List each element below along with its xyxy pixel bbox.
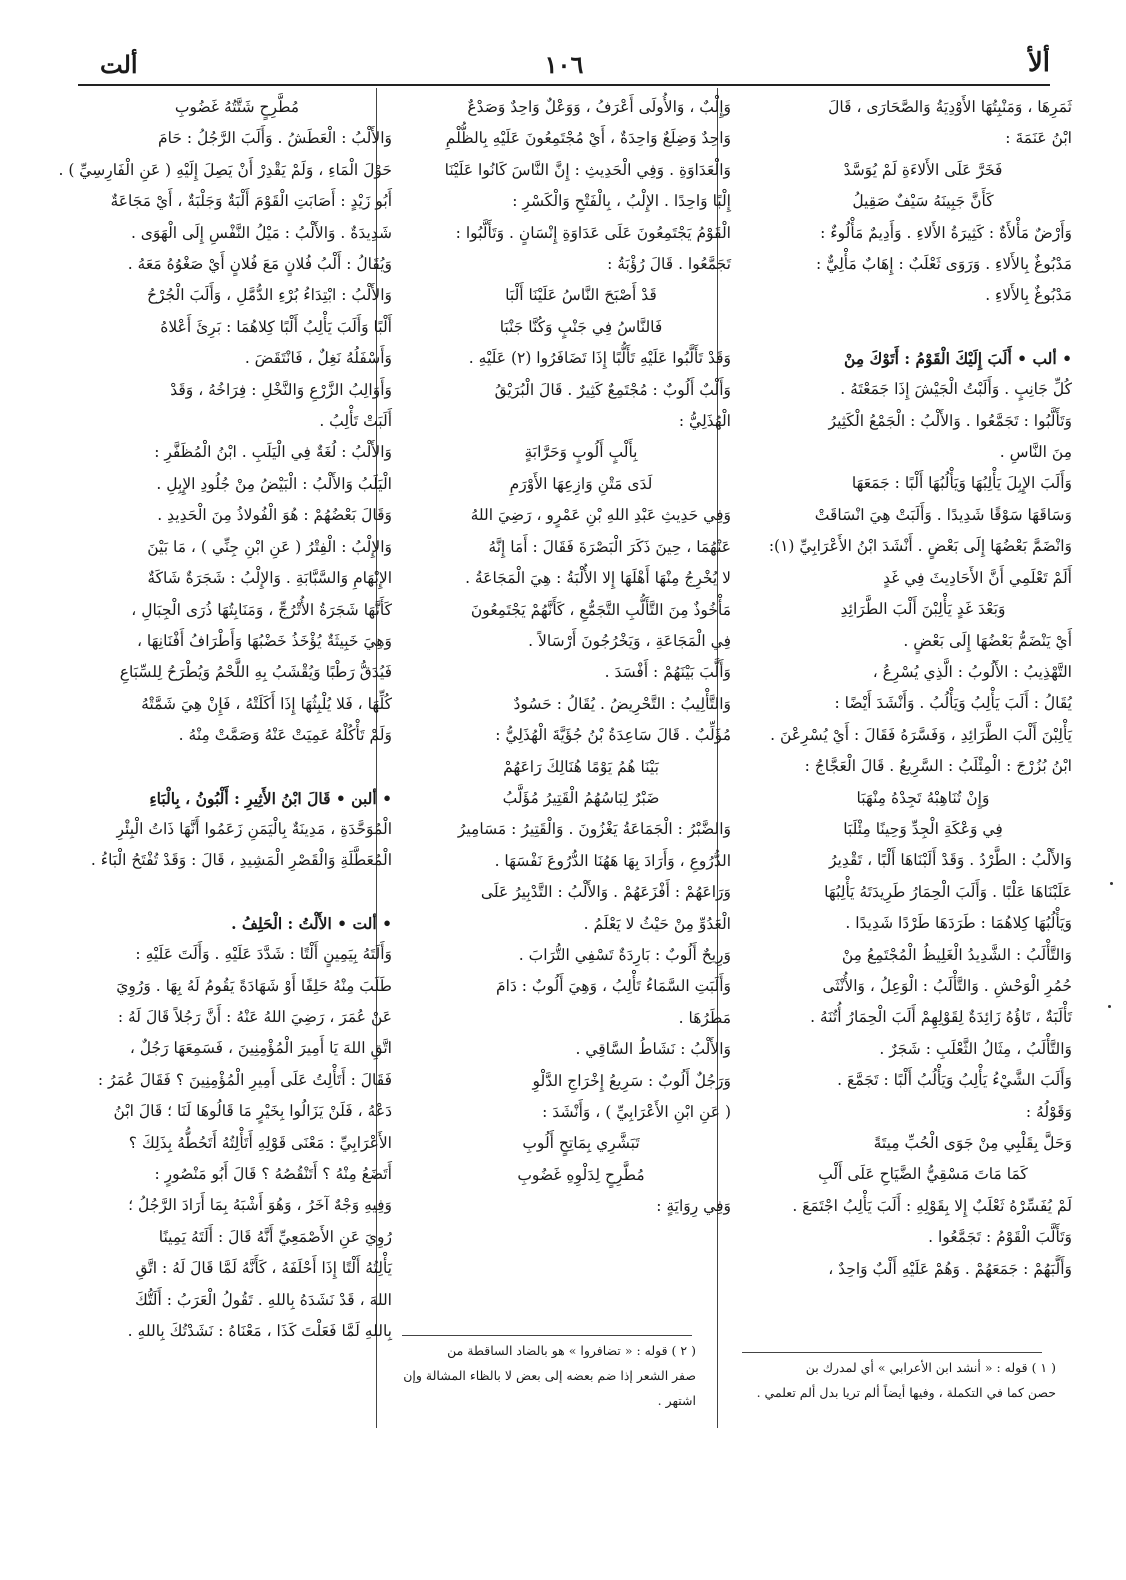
- text-line: وَقَالَ بَعْضُهُمْ : هُوَ الْفُولاذُ مِنَ الْحَدِيدِ .: [157, 506, 392, 525]
- entry-gap: [774, 312, 1072, 343]
- verse-line: قَدْ أَصْبَحَ النَّاسُ عَلَيْنَا أَلْبَا: [505, 286, 657, 305]
- text-line: وَأَلَبَتِ السَّمَاءُ تَأْلِبُ ، وَهِيَ أَلُوبٌ : دَامَ: [496, 977, 731, 996]
- text-line: فِي الْمَجَاعَةِ ، وَيَخْرُجُونَ أَرْسَالاً .: [528, 631, 731, 650]
- verse-line: بِأَلْبٍ أَلُوبٍ وَحَرَّابَةٍ: [524, 443, 638, 462]
- text-line: يُقَالُ : أَلَبَ يَأْلِبُ وَيَأْلُبُ . وَأَنْشَدَ أَيْضًا :: [834, 694, 1072, 713]
- text-line: طَلَبَ مِنْهُ حَلِفًا أَوْ شَهَادَةً يَقُومُ لَهُ بِهَا . وَرُوِيَ: [116, 976, 392, 995]
- verse-line: فَالنَّاسُ فِي جَنْبٍ وَكُنَّا جَنْبَا: [499, 317, 663, 336]
- footnote-line: اشتهر .: [657, 1393, 696, 1408]
- verse-line: مُطَّرِحٍ لِدَلْوِهِ غَضُوبِ: [517, 1165, 645, 1184]
- text-line: الْهُذَلِيُّ :: [678, 412, 731, 431]
- text-line: فَيُدَقُّ رَطْبًا وَيُقْشَبُ بِهِ اللَّحْمُ وَيُطْرَحُ لِلسِّبَاعِ: [119, 663, 392, 682]
- text-line: وَفِيهِ وَجْهٌ آخَرُ ، وَهُوَ أَشْبَهُ بِمَا أَرَادَ الرَّجُلُ ؛: [128, 1196, 392, 1215]
- text-line: الْمُعَطَّلَةِ وَالْقَصْرِ الْمَشِيدِ ، قَالَ : وَقَدْ تُفْتَحُ الْبَاءُ .: [90, 851, 392, 870]
- text-line: الإِبْهَامِ وَالسَّبَّابَةِ . وَالإِلْبُ : شَجَرَةٌ شَاكَةٌ: [147, 569, 392, 588]
- text-line: وَالضَّبْرُ : الْجَمَاعَةُ يَغْزُونَ . وَالْقَتِيرُ : مَسَامِيرُ: [457, 820, 731, 839]
- text-line: وَقَوْلُهُ :: [1025, 1102, 1072, 1121]
- text-line: وَأَلَبَ الإِبِلَ يَأْلِبُهَا وَيَأْلُبُهَا أَلْبًا : جَمَعَهَا: [851, 474, 1072, 493]
- text-line: كُلِّهَا ، فَلا يُلْبِثُهَا إِذَا أَكَلَتْهُ ، فَإِنْ هِيَ شَمَّتْهُ: [141, 694, 392, 713]
- text-line: يَأْلِتُهُ أَلْتًا إِذَا أَحْلَفَهُ ، كَأَنَّهُ لَمَّا قَالَ لَهُ : اتَّقِ: [135, 1259, 392, 1278]
- text-line: تَجَمَّعُوا . قَالَ رُؤْبَةُ :: [607, 255, 731, 274]
- text-line: التَّهْذِيبُ : الأَلُوبُ : الَّذِي يُسْرِعُ ،: [872, 662, 1072, 681]
- text-line: وَفِي حَدِيثِ عَبْدِ اللهِ بْنِ عَمْرٍو ، رَضِيَ اللهُ: [470, 506, 731, 525]
- text-line: وَأَلَبَ الشَّيْءُ يَأْلِبُ وَيَأْلُبُ أَلْبًا : تَجَمَّعَ .: [837, 1071, 1072, 1090]
- text-line: الْقَوْمُ يَجْتَمِعُونَ عَلَى عَدَاوَةِ إِنْسَانٍ . وَتَأَلَّبُوا :: [455, 223, 731, 242]
- text-line: وَلَمْ تَأْكُلْهُ عَمِيَتْ عَنْهُ وَصَمَّتْ مِنْهُ .: [178, 726, 392, 745]
- text-line: ثَمَرِهَا ، وَمَنْبِتُهَا الأَوْدِيَةُ وَالصَّحَارَى ، قَالَ: [828, 98, 1072, 116]
- verse-line: كَأَنَّ جَبِينَهُ سَيْفٌ صَقِيلُ: [852, 192, 994, 211]
- text-line: وَيَأْلُبُهَا كِلاهُمَا : طَرَدَهَا طَرْدًا شَدِيدًا .: [845, 914, 1072, 933]
- text-line: وَانْضَمَّ بَعْضُهَا إِلَى بَعْضٍ . أَنْشَدَ ابْنُ الأَعْرَابِيِّ (١):: [768, 537, 1072, 556]
- text-line: لَمْ يُفَسِّرْهُ ثَعْلَبٌ إِلا بِقَوْلِهِ : أَلَبَ يَأْلِبُ اجْتَمَعَ .: [792, 1196, 1072, 1215]
- text-line: الأَعْرَابِيِّ : مَعْنَى قَوْلِهِ أَتَأْلِتُهُ أَتَحُطُّهُ بِذَلِكَ ؟: [128, 1133, 392, 1152]
- text-line: وَاحِدٌ وَضِلَعٌ وَاحِدَةٌ ، أَيْ مُجْتَمِعُونَ عَلَيْهِ بِالظُّلْمِ: [445, 129, 731, 148]
- text-line: وَالأَلْبُ : لُغَةٌ فِي الْيَلَبِ . ابْنُ الْمُظَفَّرِ :: [154, 443, 392, 462]
- column-left: [58, 92, 392, 1347]
- text-line: فَقَالَ : أَتَأْلِتُ عَلَى أَمِيرِ الْمُؤْمِنِينَ ؟ فَقَالَ عُمَرُ :: [97, 1070, 392, 1089]
- text-line: وَالأَلْبُ : الْعَطَشُ . وَأَلَبَ الرَّجُلُ : حَامَ: [158, 129, 392, 148]
- text-line: تَأْلَبَةٌ ، تَاؤُهُ زَائِدَةٌ لِقَوْلِهِمْ أَلَبَ الْحِمَارُ أُتُنَهُ .: [810, 1008, 1072, 1027]
- verse-line: لَدَى مَتْنِ وَازِعِهَا الأَوْرَمِ: [509, 474, 653, 493]
- text-line: ابْنُ عَنَمَةَ :: [1005, 129, 1072, 148]
- column-right: [768, 92, 1072, 1285]
- text-line: وَتَأَلَّبَ الْقَوْمُ : تَجَمَّعُوا .: [928, 1228, 1072, 1247]
- footnote-line: ( ٢ ) قوله : « تضافروا » هو بالضاد الساقطة من: [447, 1343, 696, 1358]
- entry-heading-albun: • ألبن • قَالَ ابْنُ الأَثِيرِ : أَلْبُونُ ، بِالْبَاءِ: [149, 788, 392, 808]
- footnote-rule-middle: [402, 1335, 692, 1336]
- text-line: حَوْلَ الْمَاءِ ، وَلَمْ يَقْدِرْ أَنْ يَصِلَ إِلَيْهِ ( عَنِ الْفَارِسِيِّ ) .: [58, 160, 392, 179]
- text-line: وَرَجُلٌ أَلُوبٌ : سَرِيعُ إِخْرَاجِ الدَّلْوِ: [532, 1071, 731, 1090]
- entry-heading-alt: • ألت • الأَلْتُ : الْحَلِفُ .: [231, 913, 392, 933]
- text-line: وَأَوَالِبُ الزَّرْعِ وَالنَّخْلِ : فِرَاخُهُ ، وَقَدْ: [170, 380, 392, 399]
- text-line: وَرِيحٌ أَلُوبٌ : بَارِدَةٌ تَسْفِي التُّرَابَ .: [518, 945, 731, 964]
- header-entry-first: ألأ: [1027, 48, 1050, 78]
- verse-line: وَبَعْدَ غَدٍ يَأْلِبْنَ أَلْبَ الطَّرَائِدِ: [840, 600, 1006, 619]
- verse-line: تَبَشَّرِي بِمَاتِحٍ أَلُوبِ: [522, 1134, 640, 1153]
- text-line: وَأَلَتَهُ بِيَمِينٍ أَلْتًا : شَدَّدَ عَلَيْهِ . وَأَلَتَ عَلَيْهِ :: [135, 945, 392, 964]
- text-line: كُلِّ جَانِبٍ . وَأَلَبْتُ الْجَيْشَ إِذَا جَمَعْتَهُ .: [840, 380, 1072, 399]
- text-line: الدُّرُوعِ ، وَأَرَادَ بِهَا هَهُنَا الدُّرُوعَ نَفْسَهَا .: [494, 851, 731, 870]
- entry-gap: [82, 877, 392, 908]
- text-line: يَأْلِبْنَ أَلْبَ الطَّرَائِدِ ، وَفَسَّرَهُ فَقَالَ : أَيْ يُسْرِعْنَ .: [770, 725, 1072, 744]
- text-line: وَرَاعَهُمْ : أَفْزَعَهُمْ . وَالأَلْبُ : التَّدْبِيرُ عَلَى: [480, 883, 731, 902]
- text-line: أَلَبَتْ تَأْلِبُ .: [319, 412, 392, 431]
- text-line: الْعَدُوِّ مِنْ حَيْثُ لا يَعْلَمُ .: [583, 914, 731, 933]
- verse-line: بَيْنَا هُمُ يَوْمًا هُنَالِكَ رَاعَهُمْ: [503, 757, 659, 776]
- text-line: لا يُخْرِجُ مِنْهَا أَهْلَهَا إِلا الأُلْبَةُ : هِيَ الْمَجَاعَةُ .: [465, 569, 731, 588]
- verse-line: وَإِنْ تُنَاهِبْهُ تَجِدْهُ مِنْهَبَا: [856, 788, 990, 807]
- entry-heading-alb: • ألب • أَلَبَ إِلَيْكَ الْقَوْمُ : أَتَوْكَ مِنْ: [844, 348, 1072, 368]
- text-line: وَالإِلْبُ : الْفِتْرُ ( عَنِ ابْنِ جِنِّي ) ، مَا بَيْنَ: [147, 537, 392, 556]
- text-line: مَطَرُهَا .: [678, 1008, 731, 1027]
- text-line: وَسَاقَهَا سَوْقًا شَدِيدًا . وَأَلَبَتْ هِيَ انْسَاقَتْ: [814, 505, 1072, 524]
- text-line: عَنْهُمَا ، حِينَ ذَكَرَ الْبَصْرَةَ فَقَالَ : أَمَا إِنَّهُ: [488, 537, 731, 556]
- text-line: وَأَلَّبَ بَيْنَهُمْ : أَفْسَدَ .: [604, 663, 731, 682]
- text-line: الْمُوَحَّدَةِ ، مَدِينَةٌ بِالْيَمَنِ زَعَمُوا أَنَّهَا ذَاتُ الْبِئْرِ: [116, 819, 392, 838]
- text-line: الْيَلَبُ وَالأَلْبُ : الْبَيْضُ مِنْ جُلُودِ الإِبِلِ .: [156, 474, 392, 493]
- footnote-right: [756, 1355, 1056, 1405]
- footnote-rule-right: [742, 1352, 1042, 1353]
- verse-line: فَخَرَّ عَلَى الأَلاءَةِ لَمْ يُوَسَّدْ: [843, 160, 1003, 179]
- text-line: وَيُقَالُ : أَلْبُ فُلانٍ مَعَ فُلانٍ أَيْ صَغْوُهُ مَعَهُ .: [127, 255, 392, 274]
- verse-line: أَلَمْ تَعْلَمِي أَنَّ الأَحَادِيثَ فِي غَدٍ: [883, 568, 1072, 587]
- page-header: [78, 44, 1050, 84]
- text-line: أَلْبًا وَأَلَبَ يَأْلِبُ أَلْبًا كِلاهُمَا : بَرِئَ أَعْلاهُ: [160, 317, 392, 336]
- text-line: دَعْهُ ، فَلَنْ يَزَالُوا بِخَيْرٍ مَا قَالُوهَا لَنَا ؛ قَالَ ابْنُ: [113, 1102, 392, 1121]
- text-line: وَأَسْفَلُهُ نَغِلٌ ، فَانْتَقَضَ .: [244, 349, 392, 368]
- text-line: وَأَلْبٌ أَلُوبٌ : مُجْتَمِعٌ كَثِيرٌ . قَالَ الْبُرَيْقُ: [494, 380, 731, 399]
- verse-line: فِي وَعْكَةِ الْجِدِّ وَحِينًا مِئْلَبَا: [843, 819, 1003, 838]
- text-line: وَهِيَ خَبِيثَةٌ يُؤْخَذُ خَضْبُهَا وَأَطْرَافُ أَفْنَانِهَا ،: [136, 631, 392, 650]
- footnote-line: حصن كما في التكملة ، وفيها أيضاً ألم تريا بدل ألم تعلمي .: [756, 1385, 1056, 1400]
- margin-mark: [1110, 882, 1113, 885]
- text-line: مُؤَلِّبٌ . قَالَ سَاعِدَةُ بْنُ جُؤَيَّةَ الْهُذَلِيُّ :: [495, 726, 731, 745]
- text-line: وَالتَّأْلَبُ ، مِثَالُ الثَّعْلَبِ : شَجَرٌ .: [879, 1039, 1072, 1058]
- text-line: أَيْ يَنْضَمُّ بَعْضُهَا إِلَى بَعْضٍ .: [903, 631, 1072, 650]
- footnote-line: صفر الشعر إذا ضم بعضه إلى بعض لا بالظاء المشالة وإن: [403, 1368, 696, 1383]
- text-line: شَدِيدَةٌ . وَالأَلْبُ : مَيْلُ النَّفْسِ إِلَى الْهَوَى .: [130, 223, 392, 242]
- text-line: وَفِي رِوَايَةٍ :: [656, 1197, 731, 1216]
- text-line: وَأَرْضٌ مَأْلأَةٌ : كَثِيرَةُ الأَلاءِ . وَأَدِيمٌ مَأْلُوءٌ :: [820, 223, 1072, 242]
- footnote-middle: [403, 1338, 696, 1413]
- header-entry-last: ألت: [100, 50, 138, 79]
- verse-line: وَحَلَّ بِقَلْبِي مِنْ جَوَى الْحُبِّ مِيتَةً: [873, 1134, 1072, 1152]
- text-line: عَنْ عُمَرَ ، رَضِيَ اللهُ عَنْهُ : أَنَّ رَجُلاً قَالَ لَهُ :: [117, 1007, 392, 1026]
- text-line: رُوِيَ عَنِ الأَصْمَعِيِّ أَنَّهُ قَالَ : أَلَتَهُ يَمِينًا: [158, 1227, 392, 1246]
- text-line: مَدْبُوغٌ بِالأَلاءِ . وَرَوَى ثَعْلَبٌ : إِهَابٌ مَأْلِيٌّ :: [816, 255, 1072, 274]
- text-line: مَأْخُوذٌ مِنَ التَّأَلُّبِ التَّجَمُّعِ ، كَأَنَّهُمْ يَجْتَمِعُونَ: [470, 600, 731, 619]
- text-line: وَقَدْ تَأَلَّبُوا عَلَيْهِ تَأَلُّبًا إِذَا تَضَافَرُوا (٢) عَلَيْهِ .: [468, 349, 731, 368]
- footnote-line: ( ١ ) قوله : « أنشد ابن الأعرابي » أي لمدرك بن: [805, 1360, 1056, 1375]
- text-line: وَإِلْبٌ ، وَالأُولَى أَعْرَفُ ، وَوَعْلٌ وَاحِدٌ وَصَدْعٌ: [467, 98, 731, 116]
- text-line: ( عَنِ ابْنِ الأَعْرَابِيِّ ) ، وَأَنْشَدَ :: [542, 1103, 731, 1121]
- text-line: وَالتَّأْلَبُ : الشَّدِيدُ الْغَلِيظُ الْمُجْتَمِعُ مِنْ: [841, 945, 1072, 964]
- text-line: مِنَ النَّاسِ .: [999, 443, 1072, 462]
- text-line: وَالأَلْبُ : نَشَاطُ السَّاقِي .: [575, 1040, 731, 1059]
- verse-line: ضَبْرٌ لِبَاسُهُمُ الْقَتِيرُ مُؤَلَّبُ: [502, 788, 660, 807]
- entry-gap: [82, 752, 392, 783]
- text-line: أَبُو زَيْدٍ : أَصَابَتِ الْقَوْمَ أَلْبَةٌ وَجَلْبَةٌ ، أَيْ مَجَاعَةٌ: [110, 192, 392, 211]
- text-line: كَأَنَّهَا شَجَرَةُ الأُتْرُجِّ ، وَمَنَابِتُهَا ذُرَى الْجِبَالِ ،: [131, 600, 392, 619]
- text-line: وَالتَّأْلِيبُ : التَّحْرِيضُ . يُقَالُ : حَسُودٌ: [513, 694, 731, 713]
- header-rule: [78, 84, 1050, 86]
- text-line: إِلْبًا وَاحِدًا . الإِلْبُ ، بِالْفَتْحِ وَالْكَسْرِ :: [512, 192, 731, 211]
- text-line: بِاللهِ لَمَّا فَعَلْتَ كَذَا ، مَعْنَاهُ : نَشَدْتُكَ بِاللهِ .: [127, 1322, 392, 1341]
- text-line: اللهَ ، قَدْ نَشَدَهُ بِاللهِ . تَقُولُ الْعَرَبُ : أَلَتُّكَ: [135, 1290, 392, 1309]
- text-line: وَالْعَدَاوَةِ . وَفِي الْحَدِيثِ : إِنَّ النَّاسَ كَانُوا عَلَيْنَا: [444, 160, 731, 179]
- text-line: عَلَبْنَاهَا عَلْبًا . وَأَلَبَ الْحِمَارُ طَرِيدَتَهُ يَأْلِبُهَا: [824, 882, 1072, 901]
- text-line: مَدْبُوغٌ بِالأَلاءِ .: [985, 286, 1072, 305]
- text-line: وَأَلَّبَهُمْ : جَمَعَهُمْ . وَهُمْ عَلَيْهِ أَلْبٌ وَاحِدٌ ،: [828, 1259, 1072, 1278]
- verse-line: كَمَا مَاتَ مَسْقِيُّ الضَّيَاحِ عَلَى أَلْبِ: [818, 1165, 1028, 1184]
- verse-line: مُطَّرِحٍ شَتَّتُهُ غَضُوبِ: [174, 98, 300, 116]
- text-line: وَتَأَلَّبُوا : تَجَمَّعُوا . وَالأَلْبُ : الْجَمْعُ الْكَثِيرُ: [828, 411, 1072, 430]
- text-line: وَالأَلْبُ : الطَّرْدُ . وَقَدْ أَلَبْنَاهَا أَلْبًا ، تَقْدِيرُ: [829, 851, 1072, 870]
- text-line: أَتَضَعُ مِنْهُ ؟ أَتَنْقُصُهُ ؟ قَالَ أَبُو مَنْصُورٍ :: [154, 1165, 392, 1183]
- text-line: حُمُرِ الْوَحْشِ . وَالتَّأْلَبُ : الْوَعِلُ ، وَالأُنْثَى: [822, 976, 1072, 995]
- text-line: وَالأَلْبُ : ابْتِدَاءُ بُرْءِ الدُّمَّلِ ، وَأَلَبَ الْجُرْحُ: [146, 286, 392, 305]
- text-line: اتَّقِ اللهَ يَا أَمِيرَ الْمُؤْمِنِينَ ، فَسَمِعَهَا رَجُلٌ ،: [129, 1039, 392, 1058]
- column-middle: [431, 92, 731, 1223]
- margin-mark: [1108, 1005, 1111, 1008]
- text-line: ابْنُ بُزُرْجَ : الْمِئْلَبُ : السَّرِيعُ . قَالَ الْعَجَّاجُ :: [804, 757, 1072, 776]
- page-number: ١٠٦: [544, 50, 584, 79]
